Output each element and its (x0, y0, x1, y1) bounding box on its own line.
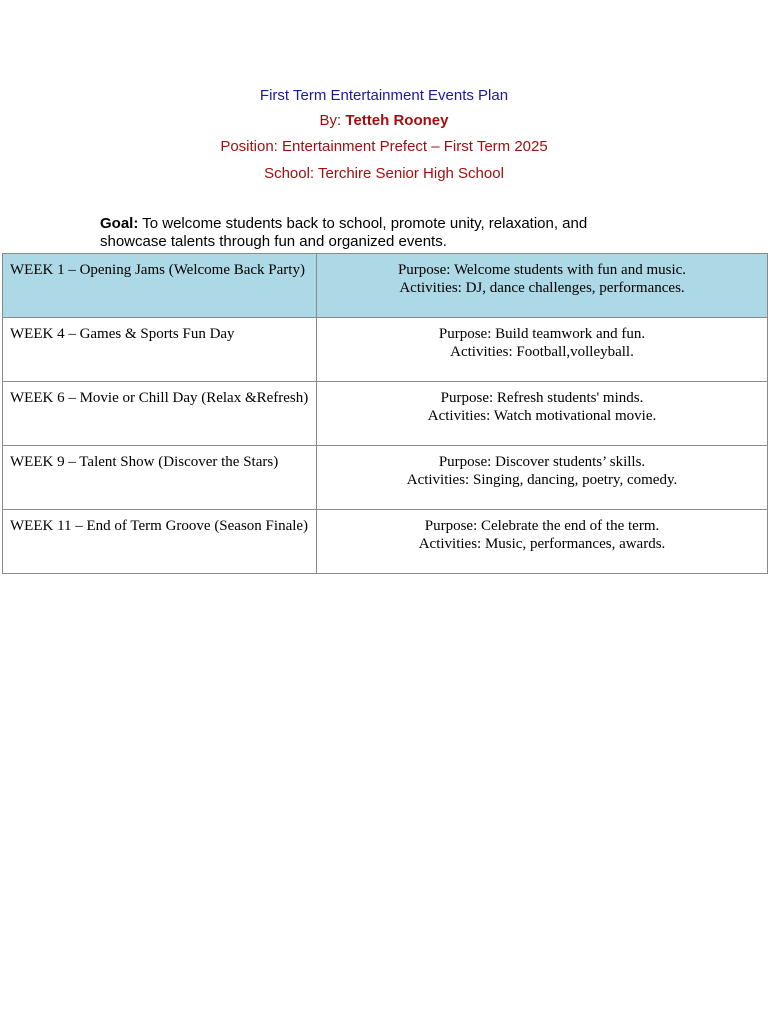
purpose-text: Purpose: Build teamwork and fun. (438, 326, 646, 342)
purpose-text: Purpose: Welcome students with fun and music. (397, 262, 687, 278)
week-cell: WEEK 1 – Opening Jams (Welcome Back Party) (3, 254, 317, 318)
details-cell (317, 318, 768, 382)
goal-statement (100, 215, 640, 251)
details-cell (317, 510, 768, 574)
week-cell: WEEK 11 – End of Term Groove (Season Finale) (3, 510, 317, 574)
purpose-text: Purpose: Refresh students' minds. (440, 390, 644, 406)
author-name: Tetteh Rooney (345, 112, 449, 129)
table-row (3, 318, 768, 382)
activities-text: Activities: Music, performances, awards. (418, 536, 666, 552)
goal-text: To welcome students back to school, promote unity, relaxation, and showcase talents through fun and organized events. (100, 215, 588, 250)
table-row (3, 382, 768, 446)
document-title: First Term Entertainment Events Plan (259, 87, 509, 104)
week-cell: WEEK 6 – Movie or Chill Day (Relax &Refresh) (3, 382, 317, 446)
week-cell: WEEK 9 – Talent Show (Discover the Stars) (3, 446, 317, 510)
purpose-text: Purpose: Discover students’ skills. (438, 454, 646, 470)
events-table (2, 253, 768, 574)
activities-text: Activities: DJ, dance challenges, performances. (399, 280, 685, 296)
table-row (3, 446, 768, 510)
activities-text: Activities: Singing, dancing, poetry, comedy. (406, 472, 678, 488)
table-row (3, 510, 768, 574)
school-line: School: Terchire Senior High School (264, 165, 504, 182)
goal-label: Goal: (100, 215, 139, 232)
author-line (0, 112, 768, 130)
details-cell (317, 446, 768, 510)
activities-text: Activities: Watch motivational movie. (427, 408, 657, 424)
details-cell (317, 254, 768, 318)
author-label: By: (319, 112, 346, 129)
purpose-text: Purpose: Celebrate the end of the term. (424, 518, 660, 534)
table-row (3, 254, 768, 318)
activities-text: Activities: Football,volleyball. (450, 344, 634, 360)
details-cell (317, 382, 768, 446)
position-line: Position: Entertainment Prefect – First Term 2025 (220, 138, 548, 155)
week-cell: WEEK 4 – Games & Sports Fun Day (3, 318, 317, 382)
